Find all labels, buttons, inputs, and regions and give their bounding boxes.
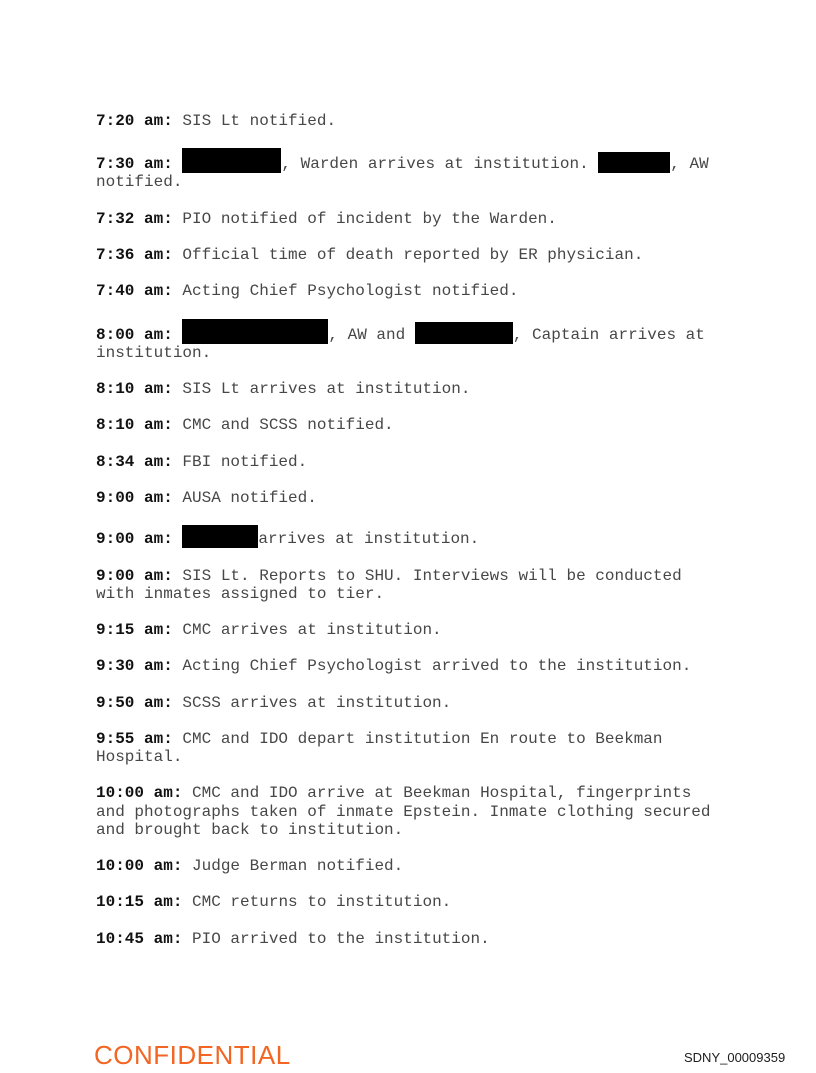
entry-time: 10:00 am: — [96, 784, 183, 803]
timeline-entry — [96, 525, 718, 548]
entry-text: , Captain arrives at institution. — [96, 325, 715, 362]
entry-text: Official time of death reported by ER physician. — [172, 246, 644, 265]
entry-text: CMC arrives at institution. — [172, 621, 442, 640]
entry-text: CMC and SCSS notified. — [172, 416, 394, 435]
redaction-bar — [182, 525, 258, 548]
entry-time: 9:00 am: — [96, 488, 173, 507]
timeline-entry — [96, 930, 718, 948]
timeline-entry — [96, 380, 718, 398]
timeline-entry — [96, 282, 718, 300]
entry-text: AUSA notified. — [172, 488, 317, 507]
entry-text — [173, 326, 183, 344]
entry-time: 9:15 am: — [96, 621, 173, 640]
timeline-entry — [96, 148, 718, 191]
entry-text: SIS Lt arrives at institution. — [172, 380, 471, 399]
redaction-bar — [415, 322, 513, 344]
timeline-entry — [96, 857, 718, 875]
entry-time: 7:40 am: — [96, 282, 173, 301]
entry-text: , AW notified. — [96, 155, 719, 192]
entry-time: 9:50 am: — [96, 693, 173, 712]
timeline-entry — [96, 893, 718, 911]
entry-text: , AW and — [328, 325, 415, 344]
timeline-entry — [96, 210, 718, 228]
entry-time: 10:45 am: — [96, 929, 183, 948]
entry-time: 7:30 am: — [96, 155, 173, 174]
confidential-stamp: CONFIDENTIAL — [94, 1040, 291, 1070]
entry-time: 9:00 am: — [96, 530, 173, 549]
entry-text: CMC returns to institution. — [182, 893, 452, 912]
redaction-bar — [598, 152, 670, 173]
entry-text: SCSS arrives at institution. — [172, 693, 452, 712]
entry-text: Acting Chief Psychologist notified. — [172, 282, 519, 301]
entry-time: 8:00 am: — [96, 325, 173, 344]
timeline-entry — [96, 694, 718, 712]
timeline-entry — [96, 567, 718, 603]
entry-text: , Warden arrives at institution. — [281, 155, 599, 174]
entry-time: 9:00 am: — [96, 566, 173, 585]
entry-time: 8:10 am: — [96, 380, 173, 399]
entry-time: 7:36 am: — [96, 246, 173, 265]
entry-text — [173, 530, 183, 548]
entry-text: Acting Chief Psychologist arrived to the institution. — [172, 657, 692, 676]
timeline-entry — [96, 657, 718, 675]
entry-text: arrives at institution. — [258, 530, 480, 549]
timeline-entry — [96, 319, 718, 362]
timeline-entry — [96, 112, 718, 130]
timeline-entry — [96, 784, 721, 839]
entry-time: 9:55 am: — [96, 729, 173, 748]
entry-time: 7:20 am: — [96, 112, 173, 130]
entry-text: PIO notified of incident by the Warden. — [172, 209, 557, 228]
entry-text: FBI notified. — [172, 452, 308, 471]
entry-text — [173, 155, 183, 173]
entry-time: 7:32 am: — [96, 209, 173, 228]
event-timeline — [96, 112, 721, 966]
bates-number: SDNY_00009359 — [684, 1050, 786, 1065]
timeline-entry — [96, 621, 718, 639]
entry-text: CMC and IDO depart institution En route to Beekman Hospital. — [96, 729, 673, 767]
timeline-entry — [96, 416, 718, 434]
timeline-entry — [96, 489, 718, 507]
redaction-bar — [182, 319, 328, 344]
entry-text: SIS Lt notified. — [172, 112, 337, 130]
timeline-entry — [96, 730, 718, 766]
entry-text: SIS Lt. Reports to SHU. Interviews will be conducted with inmates assigned to tier. — [96, 566, 692, 603]
entry-text: CMC and IDO arrive at Beekman Hospital, fingerprints and photographs taken of inmate Epstein. Inmate clothing secured and brought back to institution. — [96, 784, 721, 839]
entry-time: 10:15 am: — [96, 893, 183, 912]
entry-time: 8:34 am: — [96, 452, 173, 471]
timeline-entry — [96, 453, 718, 471]
entry-text: PIO arrived to the institution. — [182, 929, 490, 948]
entry-text: Judge Berman notified. — [182, 856, 404, 875]
timeline-entry — [96, 246, 718, 264]
redaction-bar — [182, 148, 281, 173]
entry-time: 8:10 am: — [96, 416, 173, 435]
entry-time: 9:30 am: — [96, 657, 173, 676]
entry-time: 10:00 am: — [96, 856, 183, 875]
